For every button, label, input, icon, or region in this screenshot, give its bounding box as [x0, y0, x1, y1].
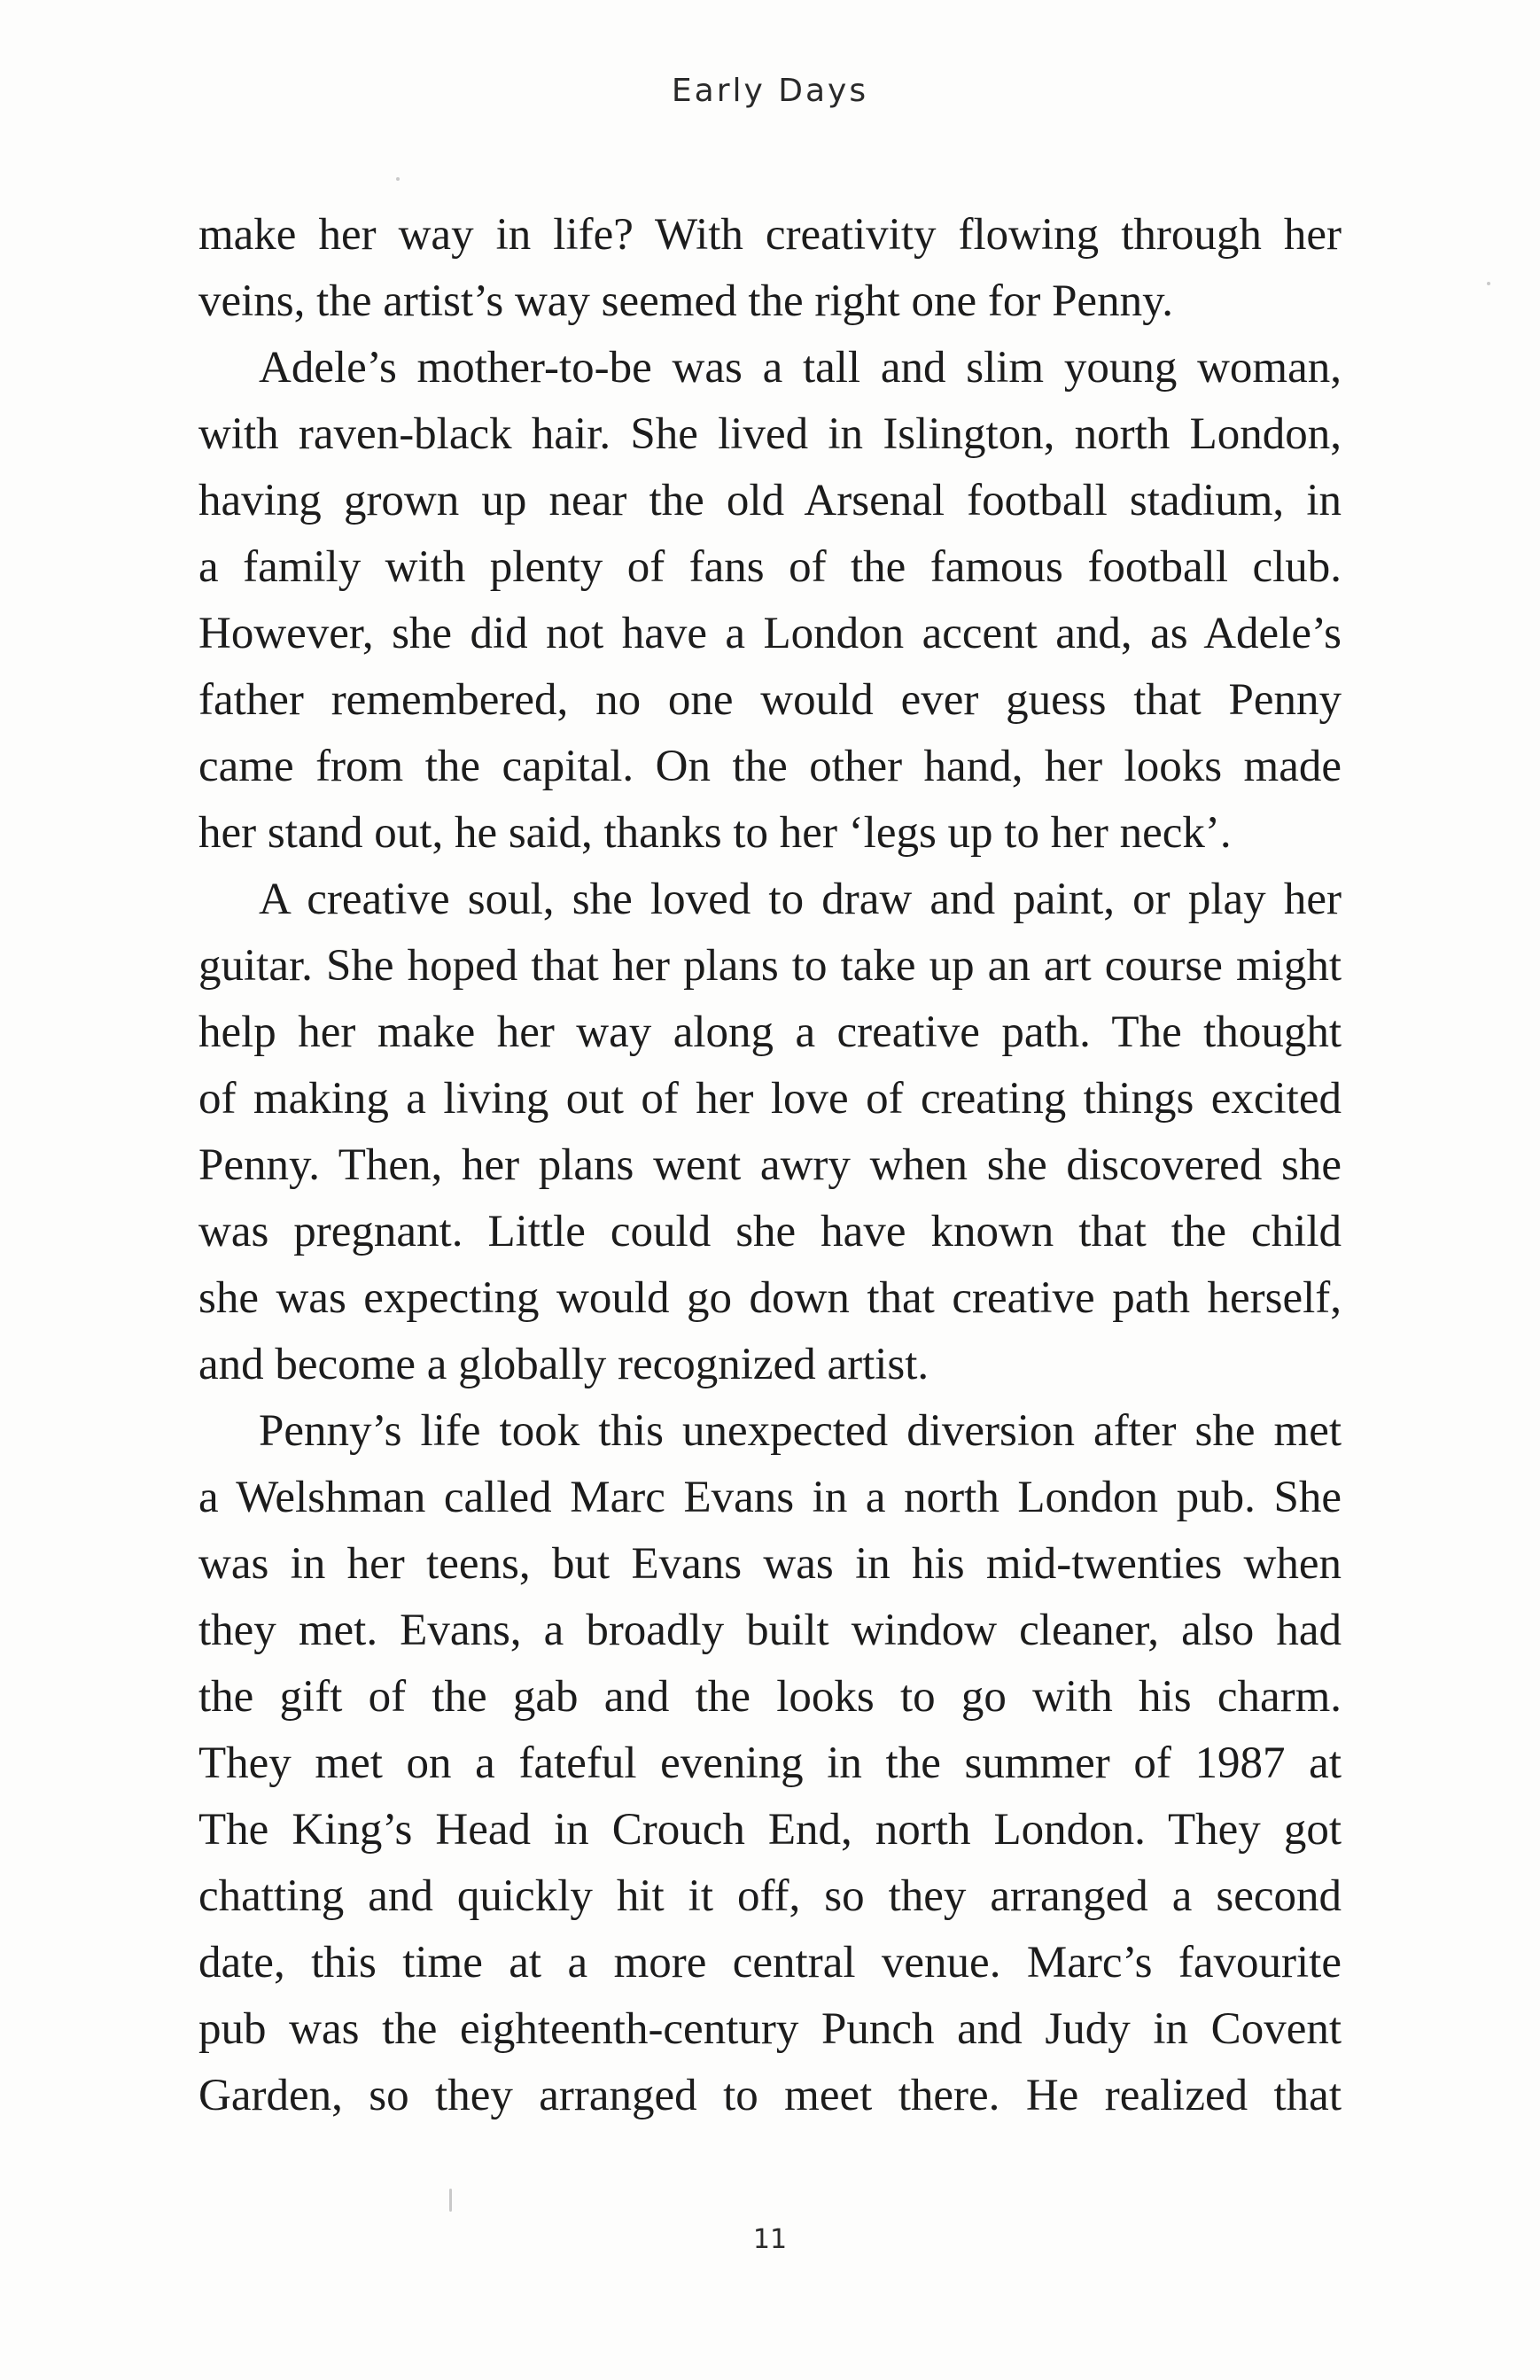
text-line: Penny. Then, her plans went awry when she discovered she: [198, 1140, 1342, 1190]
running-head: Early Days: [671, 73, 869, 109]
text-line: a family with plenty of fans of the famous football club.: [198, 542, 1342, 592]
text-line: A creative soul, she loved to draw and paint, or play her: [259, 875, 1342, 924]
text-line: father remembered, no one would ever guess that Penny: [198, 675, 1342, 725]
scan-speck: [1487, 282, 1490, 285]
text-line: of making a living out of her love of creating things excited: [198, 1074, 1342, 1124]
text-line: chatting and quickly hit it off, so they arranged a second: [198, 1871, 1342, 1921]
text-line: Penny’s life took this unexpected diversion after she met: [259, 1406, 1342, 1456]
text-line: a Welshman called Marc Evans in a north London pub. She: [198, 1473, 1342, 1522]
scan-speck: [396, 177, 400, 181]
text-line: was pregnant. Little could she have known that the child: [198, 1207, 1342, 1256]
text-line: pub was the eighteenth-century Punch and Judy in Covent: [198, 2004, 1342, 2054]
text-line: help her make her way along a creative path. The thought: [198, 1007, 1342, 1057]
text-line: having grown up near the old Arsenal football stadium, in: [198, 476, 1342, 525]
text-line: Adele’s mother-to-be was a tall and slim young woman,: [259, 343, 1342, 393]
page-number: 11: [752, 2224, 788, 2255]
text-line: However, she did not have a London accent and, as Adele’s: [198, 609, 1342, 658]
text-line: make her way in life? With creativity flowing through her: [198, 210, 1342, 260]
text-line: guitar. She hoped that her plans to take up an art course might: [198, 941, 1342, 991]
text-line: They met on a fateful evening in the summer of 1987 at: [198, 1738, 1342, 1788]
text-line: her stand out, he said, thanks to her ‘legs up to her neck’.: [198, 808, 1232, 858]
text-line: she was expecting would go down that creative path herself,: [198, 1273, 1342, 1323]
text-line: Garden, so they arranged to meet there. He realized that: [198, 2071, 1342, 2120]
text-line: came from the capital. On the other hand, her looks made: [198, 742, 1342, 791]
text-line: The King’s Head in Crouch End, north London. They got: [198, 1805, 1342, 1855]
text-line: and become a globally recognized artist.: [198, 1340, 929, 1389]
text-line: date, this time at a more central venue. Marc’s favourite: [198, 1938, 1342, 1987]
body-text: [198, 202, 1342, 2129]
text-line: was in her teens, but Evans was in his mid-twenties when: [198, 1539, 1342, 1589]
scan-speck: [449, 2189, 452, 2212]
text-line: they met. Evans, a broadly built window cleaner, also had: [198, 1606, 1342, 1655]
text-line: veins, the artist’s way seemed the right one for Penny.: [198, 276, 1174, 326]
text-line: the gift of the gab and the looks to go with his charm.: [198, 1672, 1342, 1722]
text-line: with raven-black hair. She lived in Islington, north London,: [198, 409, 1342, 459]
